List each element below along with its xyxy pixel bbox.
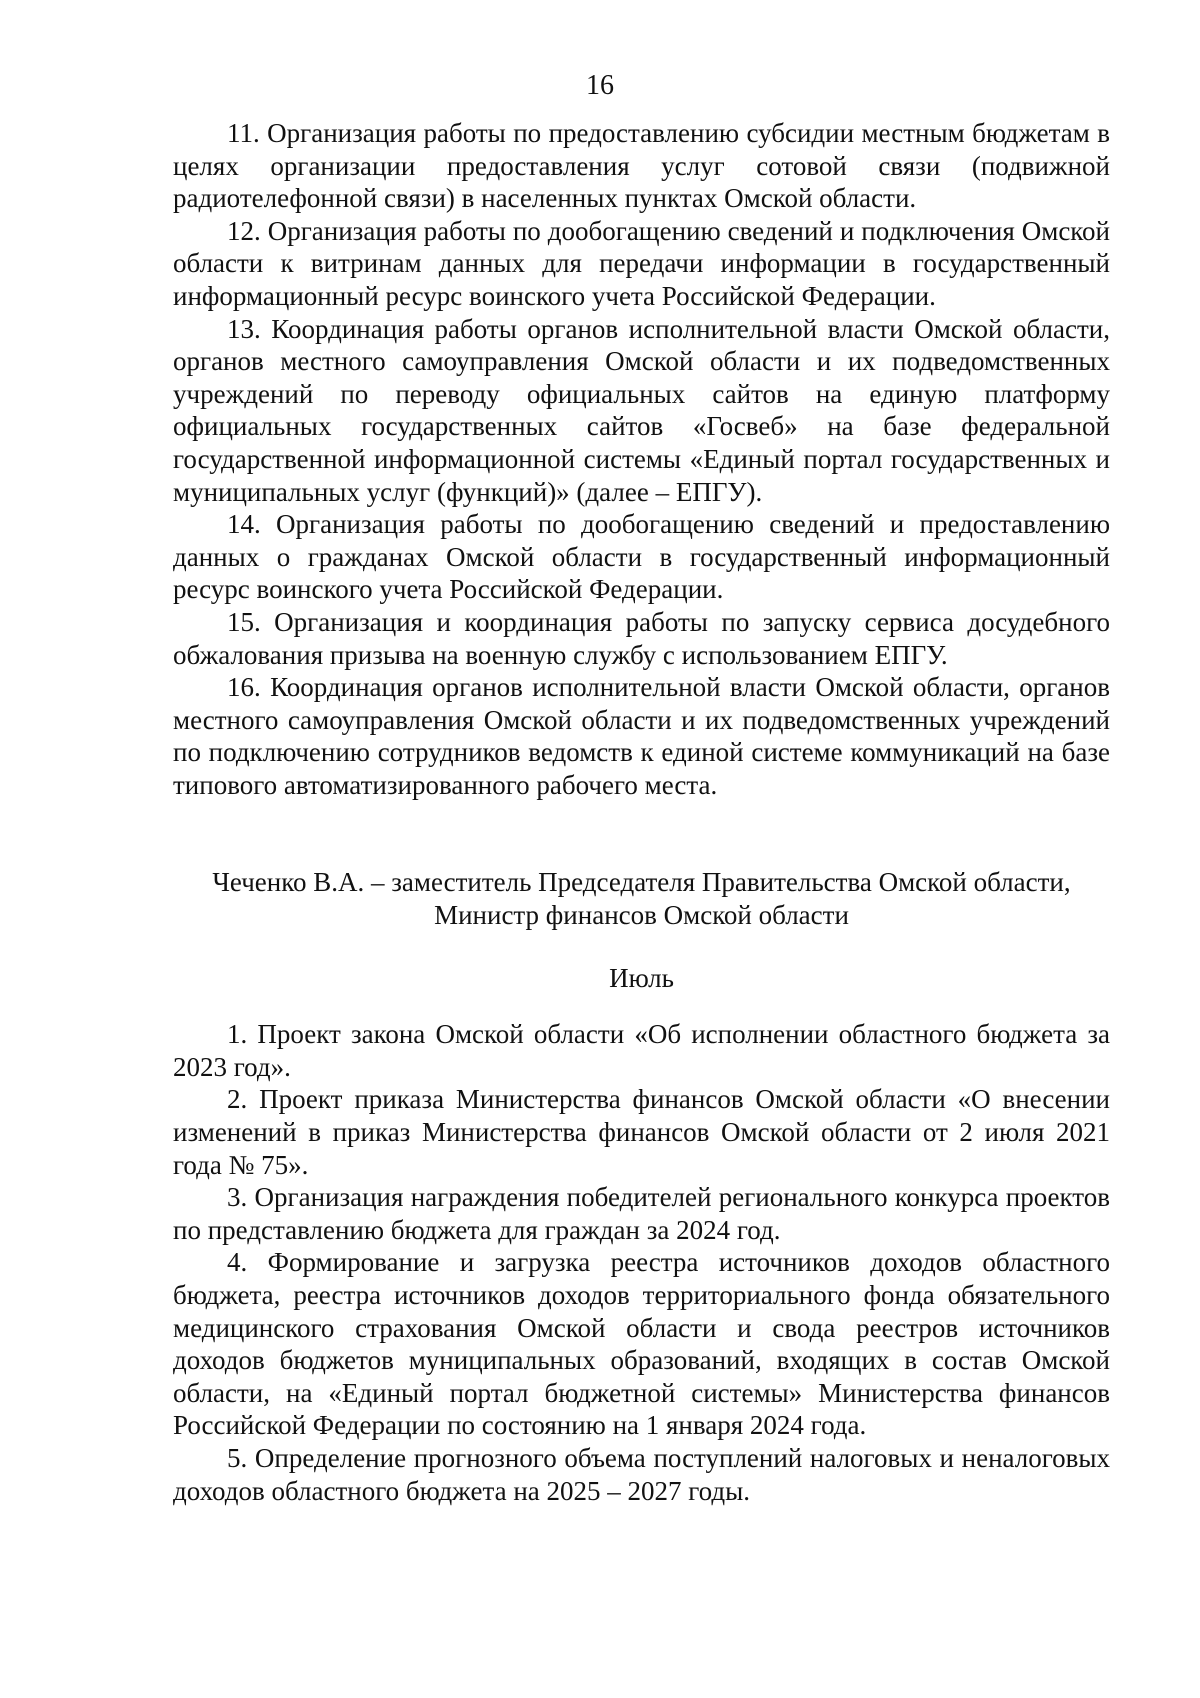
official-position: Министр финансов Омской области — [434, 900, 849, 931]
list-item: 4. Формирование и загрузка реестра источников доходов областного бюджета, реестра источников доходов территориального фонда обязательного медицинского страхования Омской области и свода реестров источников доходов бюджетов муниципальных образований, входящих в состав Омской области, на «Единый портал бюджетной системы» Министерства финансов Российской Федерации по состоянию на 1 января 2024 года. — [173, 1247, 1110, 1441]
document-body — [173, 117, 1110, 1507]
list-item: 1. Проект закона Омской области «Об исполнении областного бюджета за 2023 год». — [173, 1019, 1110, 1082]
list-item: 11. Организация работы по предоставлению субсидии местным бюджетам в целях организации предоставления услуг сотовой связи (подвижной радиотелефонной связи) в населенных пунктах Омской области. — [173, 118, 1110, 214]
list-item: 5. Определение прогнозного объема поступлений налоговых и неналоговых доходов областного бюджета на 2025 – 2027 годы. — [173, 1442, 1110, 1506]
section-it-tasks — [173, 117, 1110, 801]
list-item: 3. Организация награждения победителей регионального конкурса проектов по представлению бюджета для граждан за 2024 год. — [173, 1182, 1110, 1245]
list-item: 16. Координация органов исполнительной власти Омской области, органов местного самоуправления Омской области и их подведомственных учреждений по подключению сотрудников ведомств к единой системе коммуникаций на базе типового автоматизированного рабочего места. — [173, 672, 1110, 800]
official-heading — [173, 866, 1110, 931]
list-item: 2. Проект приказа Министерства финансов Омской области «О внесении изменений в приказ Министерства финансов Омской области от 2 июля 2021 года № 75». — [173, 1084, 1110, 1180]
list-item: 12. Организация работы по дообогащению сведений и подключения Омской области к витринам данных для передачи информации в государственный информационный ресурс воинского учета Российской Федерации. — [173, 215, 1110, 311]
page-number: 16 — [586, 70, 614, 101]
section-finance-tasks — [173, 1018, 1110, 1507]
official-name-title: Чеченко В.А. – заместитель Председателя Правительства Омской области, — [212, 867, 1071, 898]
month-heading: Июль — [609, 962, 674, 993]
list-item: 14. Организация работы по дообогащению сведений и предоставлению данных о гражданах Омской области в государственный информационный ресурс воинского учета Российской Федерации. — [173, 509, 1110, 605]
list-item: 15. Организация и координация работы по запуску сервиса досудебного обжалования призыва на военную службу с использованием ЕПГУ. — [173, 606, 1110, 670]
list-item: 13. Координация работы органов исполнительной власти Омской области, органов местного самоуправления Омской области и их подведомственных учреждений по переводу официальных сайтов на единую платформу официальных государственных сайтов «Госвеб» на базе федеральной государственной информационной системы «Единый портал государственных и муниципальных услуг (функций)» (далее – ЕПГУ). — [173, 313, 1110, 507]
